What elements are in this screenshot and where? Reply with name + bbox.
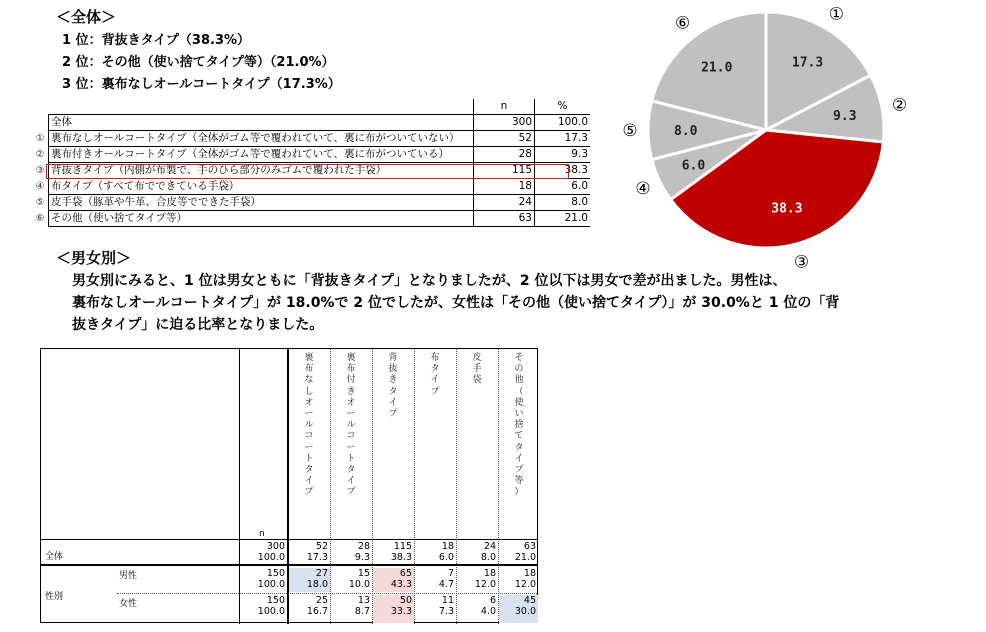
cell-value: 10.0 bbox=[348, 579, 370, 590]
row-mark: ③ bbox=[35, 165, 45, 176]
cell-value: 9.3 bbox=[354, 552, 370, 563]
row-mark: ⑥ bbox=[35, 213, 45, 224]
cell-value: 21.0 bbox=[514, 552, 536, 563]
pie-value-label: 8.0 bbox=[674, 124, 698, 140]
row-pct: 38.3 bbox=[535, 163, 591, 179]
row-pct: 9.3 bbox=[535, 147, 591, 163]
cell-value: 18 bbox=[523, 568, 536, 579]
paragraph-line-2: 裏布なしオールコートタイプ」が 18.0%で 2 位でしたが、女性は「その他（使い捨てタイプ）」が 30.0%と 1 位の「背 bbox=[72, 295, 840, 311]
cell-value: 7 bbox=[447, 568, 454, 579]
cell-n: 150 bbox=[266, 568, 285, 579]
rank-1: 1 位：背抜きタイプ（38.3%） bbox=[62, 33, 251, 48]
row-pct: 21.0 bbox=[535, 211, 591, 227]
row-pct: 8.0 bbox=[535, 195, 591, 211]
cell-value: 18.0 bbox=[306, 579, 328, 590]
cell-value: 8.0 bbox=[480, 552, 496, 563]
cell-value: 12.0 bbox=[474, 579, 496, 590]
total-n: 300 bbox=[474, 115, 535, 131]
row-n: 52 bbox=[474, 131, 535, 147]
cell-value: 28 bbox=[357, 541, 370, 552]
cell-value: 52 bbox=[315, 541, 328, 552]
cell-value: 11 bbox=[441, 595, 454, 606]
pie-value-label: 21.0 bbox=[701, 60, 733, 76]
gender-heading: ＜男女別＞ bbox=[56, 249, 132, 267]
col-header-2: 裏 布 付 き オ ー ル コ ー ト タ イ プ bbox=[346, 353, 356, 498]
cell-value: 63 bbox=[523, 541, 536, 552]
cell-value: 50 bbox=[399, 595, 412, 606]
highlight-frame bbox=[46, 164, 569, 179]
pie-value-label: 38.3 bbox=[771, 201, 803, 217]
cell-n: 100.0 bbox=[257, 552, 285, 563]
col-header-5: 皮 手 袋 bbox=[472, 353, 482, 386]
cell-value: 30.0 bbox=[514, 606, 536, 617]
row-mark: ⑤ bbox=[35, 197, 45, 208]
row-mark: ② bbox=[35, 149, 45, 160]
row-n: 24 bbox=[474, 195, 535, 211]
pie-marker-label: ④ bbox=[635, 179, 651, 200]
pie-marker-label: ① bbox=[828, 4, 845, 25]
cell-value: 65 bbox=[399, 568, 412, 579]
row-pct: 6.0 bbox=[535, 179, 591, 195]
row-label: その他（使い捨てタイプ等） bbox=[49, 211, 474, 227]
overall-heading: ＜全体＞ bbox=[56, 8, 117, 26]
cell-value: 6 bbox=[489, 595, 496, 606]
row-n: 28 bbox=[474, 147, 535, 163]
gender-table bbox=[40, 348, 538, 623]
cell-value: 13 bbox=[357, 595, 370, 606]
pie-marker-label: ⑤ bbox=[622, 121, 638, 142]
cell-value: 8.7 bbox=[354, 606, 370, 617]
cell-value: 4.0 bbox=[480, 606, 496, 617]
row-label: 裏布付きオールコートタイプ（全体がゴム等で覆われていて、裏に布がついている） bbox=[49, 147, 474, 163]
cell-value: 24 bbox=[483, 541, 496, 552]
row-label: 背抜きタイプ（内側が布製で、手のひら部分のみゴムで覆われた手袋） bbox=[49, 163, 474, 179]
pie-marker-label: ② bbox=[891, 95, 908, 116]
cell-value: 25 bbox=[315, 595, 328, 606]
paragraph-line-3: 抜きタイプ」に迫る比率となりました。 bbox=[72, 317, 324, 333]
row-n: 18 bbox=[474, 179, 535, 195]
paragraph-line-1: 男女別にみると、1 位は男女ともに「背抜きタイプ」となりましたが、2 位以下は男女で差が出ました。男性は、 bbox=[72, 273, 787, 289]
row-mark: ④ bbox=[35, 181, 45, 192]
cell-n: 150 bbox=[266, 595, 285, 606]
col-header-1: 裏 布 な し オ ー ル コ ー ト タ イ プ bbox=[304, 353, 314, 498]
cell-n: 300 bbox=[266, 541, 285, 552]
overall-table bbox=[32, 99, 590, 227]
rank-3: 3 位：裏布なしオールコートタイプ（17.3%） bbox=[62, 77, 341, 92]
cell-value: 16.7 bbox=[306, 606, 328, 617]
cell-value: 7.3 bbox=[438, 606, 454, 617]
pie-value-label: 6.0 bbox=[681, 158, 706, 174]
col-n-header: n bbox=[474, 99, 535, 115]
row-mark: ① bbox=[35, 133, 45, 144]
cell-value: 4.7 bbox=[438, 579, 454, 590]
cell-value: 17.3 bbox=[306, 552, 328, 563]
row-label-total: 全体 bbox=[45, 552, 64, 562]
cell-value: 18 bbox=[441, 541, 454, 552]
col-pct-header: % bbox=[535, 99, 591, 115]
cell-value: 6.0 bbox=[438, 552, 454, 563]
col-header-4: 布 タ イ プ bbox=[430, 353, 440, 397]
col-header-3: 背 抜 き タ イ プ bbox=[388, 353, 398, 420]
row-label: 裏布なしオールコートタイプ（全体がゴム等で覆われていて、裏に布がついていない） bbox=[49, 131, 474, 147]
row-n: 115 bbox=[474, 163, 535, 179]
rank-2: 2 位：その他（使い捨てタイプ等）（21.0%） bbox=[62, 55, 335, 70]
col-header-6: そ の 他 （ 使 い 捨 て タ イ プ 等 ） bbox=[514, 353, 524, 498]
cell-value: 45 bbox=[523, 595, 536, 606]
total-pct: 100.0 bbox=[535, 115, 591, 131]
row-label-male: 男性 bbox=[119, 571, 138, 581]
group-label-gender: 性別 bbox=[45, 592, 64, 602]
cell-n: 100.0 bbox=[257, 606, 285, 617]
total-label: 全体 bbox=[49, 115, 474, 131]
cell-value: 15 bbox=[357, 568, 370, 579]
pie-chart bbox=[620, 0, 920, 270]
pie-value-label: 17.3 bbox=[791, 55, 824, 71]
cell-value: 33.3 bbox=[390, 606, 412, 617]
row-label: 皮手袋（豚革や牛革、合皮等でできた手袋） bbox=[49, 195, 474, 211]
row-label: 布タイプ（すべて布でできている手袋） bbox=[49, 179, 474, 195]
row-n: 63 bbox=[474, 211, 535, 227]
pie-marker-label: ③ bbox=[793, 252, 810, 270]
n-header: n bbox=[259, 529, 265, 539]
cell-value: 18 bbox=[483, 568, 496, 579]
row-pct: 17.3 bbox=[535, 131, 591, 147]
cell-value: 43.3 bbox=[390, 579, 412, 590]
cell-value: 27 bbox=[315, 568, 328, 579]
cell-value: 12.0 bbox=[514, 579, 536, 590]
pie-value-label: 9.3 bbox=[833, 108, 857, 124]
cell-value: 115 bbox=[393, 541, 412, 552]
cell-n: 100.0 bbox=[257, 579, 285, 590]
pie-marker-label: ⑥ bbox=[674, 13, 691, 34]
cell-value: 38.3 bbox=[390, 552, 412, 563]
row-label-female: 女性 bbox=[119, 599, 138, 609]
